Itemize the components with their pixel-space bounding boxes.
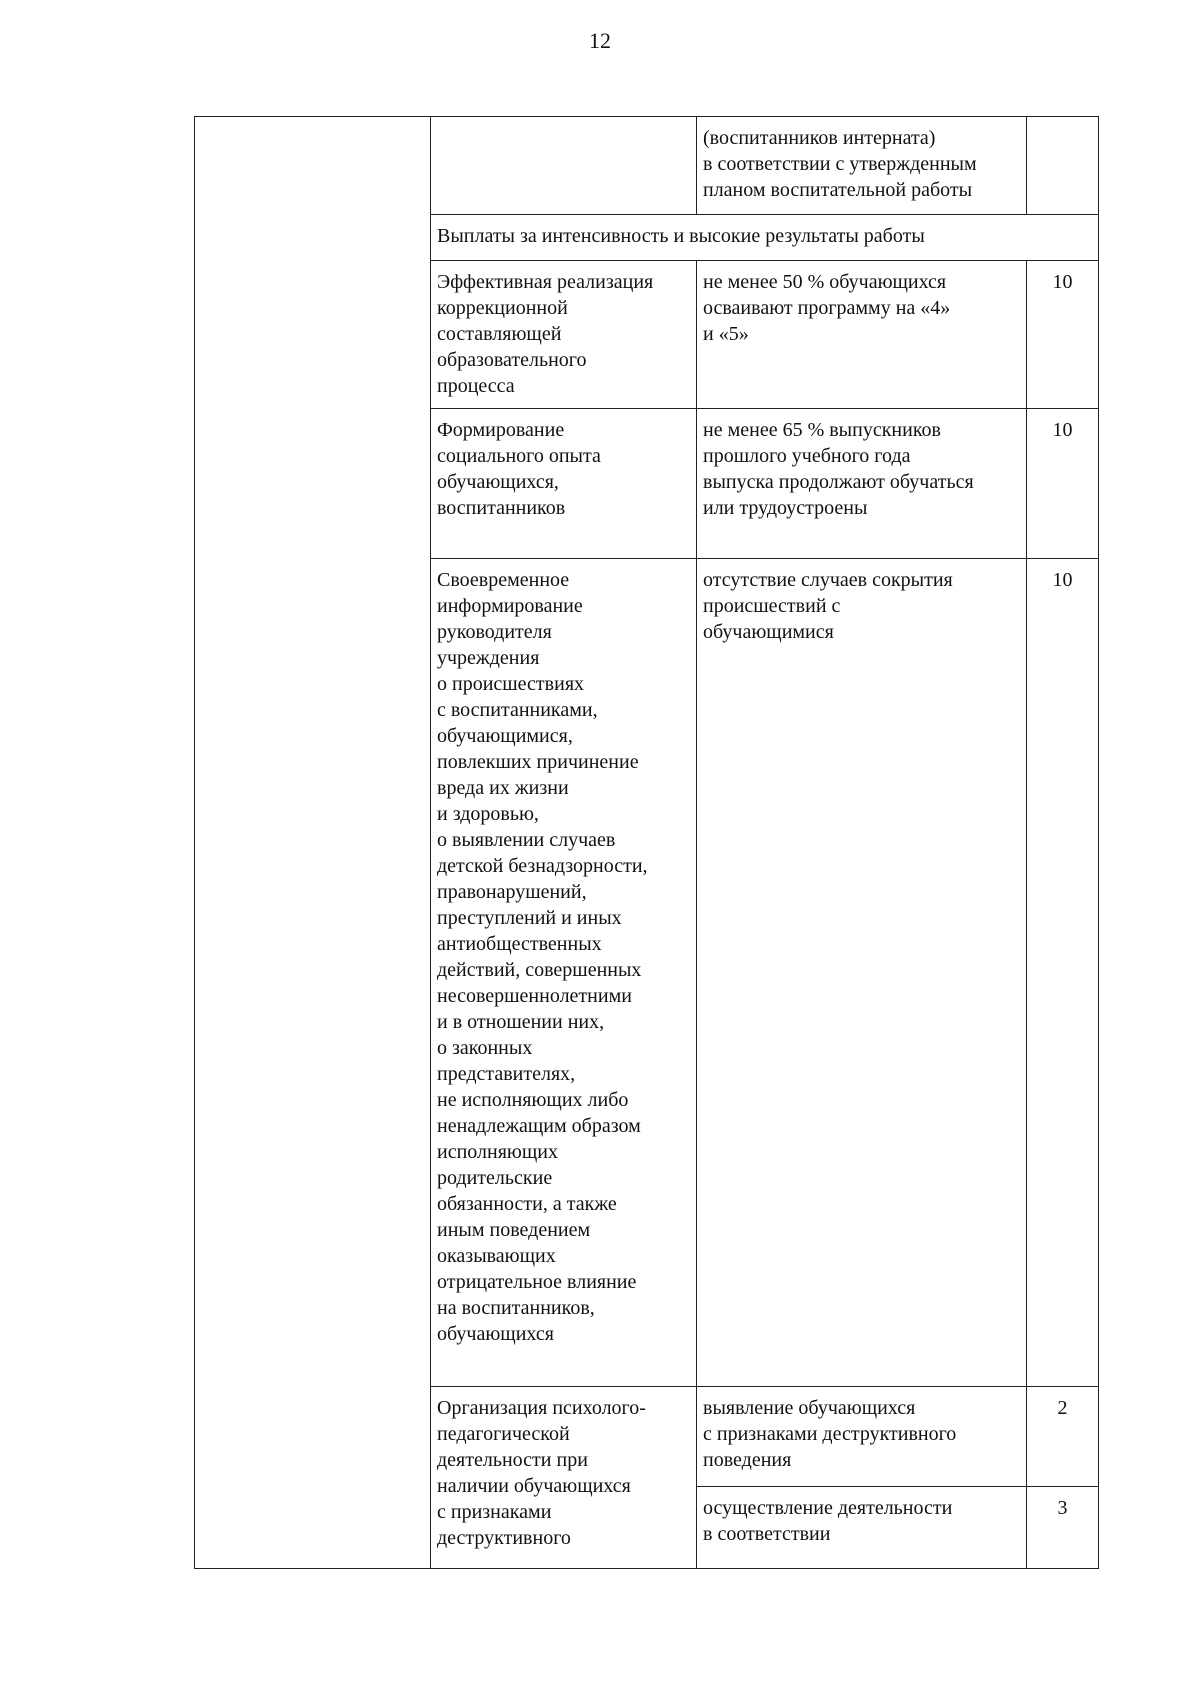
criterion-cell: Эффективная реализация коррекционной составляющей образовательного процесса <box>431 261 697 409</box>
condition-cell: отсутствие случаев сокрытия происшествий с обучающимися <box>697 559 1027 1387</box>
table-row-continuation <box>195 117 1099 215</box>
score-cell: 2 <box>1027 1387 1099 1487</box>
score-cell: 10 <box>1027 559 1099 1387</box>
criterion-cell: Организация психолого- педагогической деятельности при наличии обучающихся с признаками деструктивного <box>431 1387 697 1569</box>
score-cell: 10 <box>1027 261 1099 409</box>
page-number: 12 <box>589 28 611 53</box>
score-cell-empty <box>1027 117 1099 215</box>
condition-cell: (воспитанников интерната) в соответствии с утвержденным планом воспитательной работы <box>697 117 1027 215</box>
condition-cell: не менее 65 % выпускников прошлого учебного года выпуска продолжают обучаться или трудоустроены <box>697 409 1027 559</box>
criterion-cell: Своевременное информирование руководителя учреждения о происшествиях с воспитанниками, обучающимися, повлекших причинение вреда их жизни и здоровью, о выявлении случаев детской безнадзорности, правонарушений, преступлений и иных антиобщественных действий, совершенных несовершеннолетними и в отношении них, о законных представителях, не исполняющих либо ненадлежащим образом исполняющих родительские обязанности, а также иным поведением оказывающих отрицательное влияние на воспитанников, обучающихся <box>431 559 697 1387</box>
criterion-cell: Формирование социального опыта обучающихся, воспитанников <box>431 409 697 559</box>
condition-cell: выявление обучающихся с признаками деструктивного поведения <box>697 1387 1027 1487</box>
criterion-cell-empty <box>431 117 697 215</box>
position-column-cell <box>195 117 431 1569</box>
condition-cell: осуществление деятельности в соответствии <box>697 1487 1027 1569</box>
section-title: Выплаты за интенсивность и высокие результаты работы <box>431 215 1099 261</box>
criteria-table <box>194 116 1099 1569</box>
score-cell: 10 <box>1027 409 1099 559</box>
condition-cell: не менее 50 % обучающихся осваивают программу на «4» и «5» <box>697 261 1027 409</box>
score-cell: 3 <box>1027 1487 1099 1569</box>
